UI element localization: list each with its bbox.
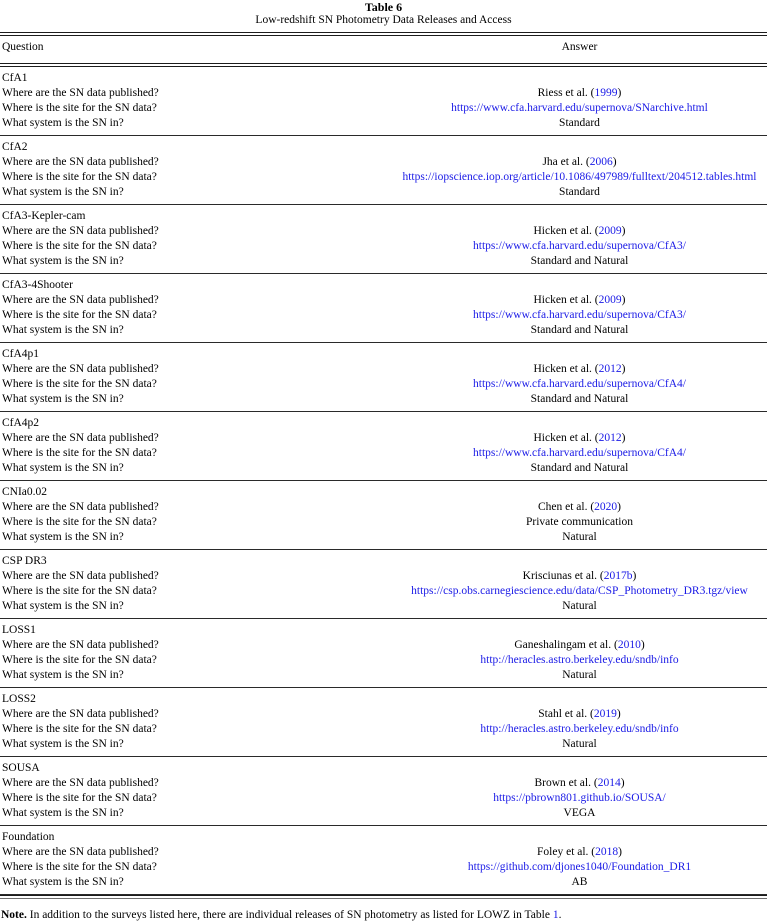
answer-cell [392,377,767,392]
table-row [0,776,767,791]
answer-text: Jha et al. ( [542,156,590,168]
table-row [0,530,767,545]
answer-link[interactable]: 2014 [597,777,621,789]
answer-link[interactable]: https://www.cfa.harvard.edu/supernova/CfA3/ [473,240,686,252]
table-row [0,86,767,101]
answer-cell [392,569,767,584]
table-row [0,806,767,821]
question-cell: Where is the site for the SN data? [2,102,157,114]
answer-text: Chen et al. ( [537,501,595,513]
answer-text: Ganeshalingam et al. ( [514,639,618,651]
answer-cell [392,224,767,239]
answer-text: ) [621,294,626,306]
question-cell: What system is the SN in? [2,738,124,750]
question-column-header: Question [2,41,44,53]
table-row [0,308,767,323]
table-row [0,224,767,239]
answer-text: ) [632,570,637,582]
question-cell: What system is the SN in? [2,393,124,405]
table-row [0,362,767,377]
question-cell: Where is the site for the SN data? [2,447,157,459]
note-text: . [558,909,562,921]
answer-text: ) [617,501,622,513]
answer-cell [392,308,767,323]
note-text: In addition to the surveys listed here, there are individual releases of SN photometry as listed for LOWZ in Table [26,909,553,921]
answer-link[interactable]: 2009 [598,294,622,306]
answer-cell [392,323,767,338]
table-row [0,722,767,737]
answer-text: ) [617,87,622,99]
question-cell: Where are the SN data published? [2,432,159,444]
table-row [0,500,767,515]
question-cell: Where is the site for the SN data? [2,585,157,597]
survey-section-header: CSP DR3 [2,555,47,567]
survey-section-header: SOUSA [2,762,40,774]
table-row [0,431,767,446]
answer-cell [392,845,767,860]
answer-text: Hicken et al. ( [533,225,599,237]
answer-link[interactable]: 2006 [589,156,613,168]
survey-section [0,205,767,274]
answer-link[interactable]: 2018 [595,846,619,858]
question-cell: Where are the SN data published? [2,777,159,789]
answer-text: Standard and Natural [530,255,629,267]
question-cell: Where are the SN data published? [2,363,159,375]
answer-text: Standard [559,186,600,198]
answer-cell [392,86,767,101]
answer-link[interactable]: 2010 [617,639,641,651]
question-cell: What system is the SN in? [2,807,124,819]
answer-text: ) [618,846,622,858]
question-cell: Where is the site for the SN data? [2,861,157,873]
answer-text: Standard and Natural [530,393,629,405]
answer-link[interactable]: 2019 [593,708,617,720]
answer-text: Krisciunas et al. ( [522,570,604,582]
answer-text: Standard [559,117,600,129]
question-cell: Where is the site for the SN data? [2,516,157,528]
table-number-label: Table 6 [364,0,403,14]
survey-section [0,136,767,205]
question-cell: Where is the site for the SN data? [2,171,157,183]
answer-link[interactable]: http://heracles.astro.berkeley.edu/sndb/info [480,654,679,666]
answer-cell [392,500,767,515]
note-label: Note. [1,909,27,921]
question-cell: What system is the SN in? [2,876,124,888]
question-cell: Where are the SN data published? [2,501,159,513]
question-cell: What system is the SN in? [2,117,124,129]
survey-section [0,67,767,136]
question-cell: Where are the SN data published? [2,87,159,99]
question-cell: Where are the SN data published? [2,570,159,582]
table-row [0,116,767,131]
answer-cell [392,806,767,821]
answer-cell [392,116,767,131]
table-row [0,707,767,722]
note-table-ref-link[interactable]: 1 [552,909,559,921]
question-cell: Where are the SN data published? [2,294,159,306]
table-row [0,875,767,890]
survey-section-header: LOSS2 [2,693,36,705]
answer-text: ) [616,708,621,720]
answer-text: AB [571,876,588,888]
answer-cell [392,875,767,890]
table-row [0,515,767,530]
answer-text: ) [620,777,625,789]
question-cell: What system is the SN in? [2,600,124,612]
table-row [0,239,767,254]
answer-cell [392,170,767,185]
question-cell: What system is the SN in? [2,324,124,336]
answer-text: ) [621,363,626,375]
survey-section [0,481,767,550]
question-cell: Where is the site for the SN data? [2,654,157,666]
answer-cell [392,791,767,806]
table-row [0,377,767,392]
survey-section-header: CNIa0.02 [2,486,48,498]
survey-section [0,619,767,688]
question-cell: Where is the site for the SN data? [2,240,157,252]
answer-link[interactable]: https://csp.obs.carnegiescience.edu/data/CSP_Photometry_DR3.tgz/view [411,585,748,597]
answer-text: Foley et al. ( [537,846,596,858]
table-row [0,569,767,584]
survey-section-header: LOSS1 [2,624,36,636]
answer-cell [392,392,767,407]
answer-text: ) [612,156,617,168]
answer-cell [392,185,767,200]
question-cell: What system is the SN in? [2,531,124,543]
answer-cell [392,722,767,737]
question-cell: What system is the SN in? [2,669,124,681]
answer-text: Brown et al. ( [534,777,598,789]
answer-cell [392,155,767,170]
table-row [0,791,767,806]
answer-cell [392,254,767,269]
answer-text: ) [621,225,626,237]
answer-cell [392,461,767,476]
answer-link[interactable]: 2017b [603,570,633,582]
answer-cell [392,431,767,446]
answer-text: Standard and Natural [530,462,629,474]
table-row [0,101,767,116]
answer-cell [392,101,767,116]
table-row [0,170,767,185]
column-header-row [0,36,767,58]
answer-cell [392,737,767,752]
answer-cell [392,653,767,668]
answer-link[interactable]: https://www.cfa.harvard.edu/supernova/SNarchive.html [451,102,708,114]
question-cell: What system is the SN in? [2,255,124,267]
table-title-block [0,0,767,27]
survey-section-header: CfA3-4Shooter [2,279,73,291]
answer-cell [392,860,767,875]
survey-section-header: CfA4p2 [2,417,40,429]
answer-link[interactable]: https://www.cfa.harvard.edu/supernova/CfA4/ [473,378,686,390]
table-body [0,67,767,895]
question-cell: What system is the SN in? [2,462,124,474]
survey-section-header: CfA4p1 [2,348,40,360]
survey-section [0,757,767,826]
answer-cell [392,584,767,599]
question-cell: Where is the site for the SN data? [2,723,157,735]
answer-cell [392,293,767,308]
answer-link[interactable]: https://github.com/djones1040/Foundation_DR1 [467,861,692,873]
answer-text: Natural [562,669,597,681]
question-cell: Where are the SN data published? [2,708,159,720]
question-cell: What system is the SN in? [2,186,124,198]
question-cell: Where are the SN data published? [2,846,159,858]
survey-section [0,550,767,619]
question-cell: Where are the SN data published? [2,225,159,237]
answer-cell [392,599,767,614]
question-cell: Where are the SN data published? [2,639,159,651]
table-row [0,461,767,476]
answer-cell [392,530,767,545]
question-cell: Where is the site for the SN data? [2,792,157,804]
answer-link[interactable]: 2020 [594,501,618,513]
answer-text: Natural [562,531,597,543]
answer-text: Natural [562,738,597,750]
table-row [0,584,767,599]
answer-text: Hicken et al. ( [533,363,599,375]
table-row [0,254,767,269]
answer-link[interactable]: https://www.cfa.harvard.edu/supernova/CfA3/ [473,309,686,321]
table-caption: Low-redshift SN Photometry Data Releases and Access [255,14,512,26]
survey-section [0,688,767,757]
table-row [0,845,767,860]
table-row [0,155,767,170]
table-row [0,668,767,683]
answer-cell [392,515,767,530]
answer-cell [392,638,767,653]
answer-cell [392,707,767,722]
answer-text: ) [621,432,626,444]
answer-link[interactable]: 2012 [598,432,622,444]
table-row [0,293,767,308]
answer-text: Hicken et al. ( [533,432,599,444]
survey-section-header: CfA2 [2,141,28,153]
answer-text: Private communication [526,516,633,528]
answer-cell [392,446,767,461]
survey-section [0,274,767,343]
answer-link[interactable]: 1999 [594,87,618,99]
survey-section-header: CfA3-Kepler-cam [2,210,86,222]
table-note [0,899,767,922]
survey-section [0,826,767,895]
survey-section [0,343,767,412]
table-row [0,860,767,875]
table-row [0,323,767,338]
survey-section-header: Foundation [2,831,55,843]
answer-link[interactable]: https://www.cfa.harvard.edu/supernova/CfA4/ [473,447,686,459]
answer-link[interactable]: https://iopscience.iop.org/article/10.1086/497989/fulltext/204512.tables.html [402,171,757,183]
answer-cell [392,668,767,683]
survey-section [0,412,767,481]
table-row [0,737,767,752]
answer-text: VEGA [563,807,596,819]
table-row [0,638,767,653]
answer-text: Standard and Natural [530,324,629,336]
answer-text: ) [640,639,645,651]
table-row [0,599,767,614]
answer-cell [392,362,767,377]
answer-text: Stahl et al. ( [538,708,594,720]
answer-cell [392,776,767,791]
question-cell: Where is the site for the SN data? [2,378,157,390]
answer-link[interactable]: https://pbrown801.github.io/SOUSA/ [493,792,666,804]
answer-text: Natural [562,600,597,612]
table-row [0,653,767,668]
table-row [0,446,767,461]
answer-link[interactable]: http://heracles.astro.berkeley.edu/sndb/info [480,723,679,735]
answer-column-header: Answer [561,41,598,53]
question-cell: Where is the site for the SN data? [2,309,157,321]
table-row [0,185,767,200]
table-row [0,392,767,407]
answer-cell [392,239,767,254]
answer-text: Hicken et al. ( [533,294,599,306]
answer-link[interactable]: 2009 [598,225,622,237]
question-cell: Where are the SN data published? [2,156,159,168]
answer-link[interactable]: 2012 [598,363,622,375]
answer-text: Riess et al. ( [537,87,595,99]
survey-section-header: CfA1 [2,72,28,84]
